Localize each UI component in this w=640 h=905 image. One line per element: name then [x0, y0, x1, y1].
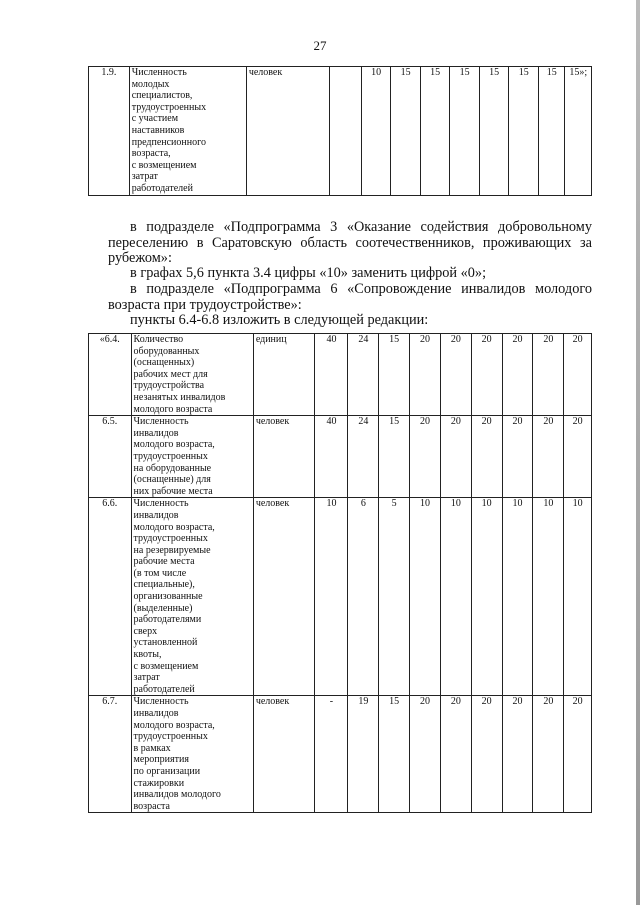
value-cell: 19 [348, 696, 379, 813]
row-number: «6.4. [89, 334, 132, 416]
indicator-name [131, 498, 253, 696]
indicator-name-line: затрат [133, 672, 160, 684]
indicator-name-line: в рамках [133, 742, 171, 754]
value-cell: 10 [502, 498, 533, 696]
value-cell: 15 [509, 67, 539, 196]
indicator-name-line: Численность [131, 67, 187, 78]
indicator-name [131, 334, 253, 416]
value-cell: 24 [348, 334, 379, 416]
indicator-name-line: Численность [133, 498, 189, 510]
indicator-name-line: инвалидов [133, 427, 179, 439]
indicator-name-line: специальные), [133, 579, 195, 591]
indicator-name [131, 416, 253, 498]
indicator-name-line: затрат [131, 171, 158, 183]
value-cell: 20 [410, 696, 441, 813]
value-cell: 10 [564, 498, 592, 696]
indicator-name-line: предпенсионного [131, 136, 206, 148]
paragraph-subprogram-3: в подразделе «Подпрограмма 3 «Оказание содействия добровольному переселению в Саратовскую область соотечественников, проживающих за рубежом»: [108, 219, 592, 266]
indicator-name-line: Количество [133, 334, 184, 345]
value-cell: 20 [440, 416, 471, 498]
value-cell [330, 67, 362, 196]
value-cell: 20 [440, 334, 471, 416]
indicator-name-line: молодого возраста, [133, 521, 215, 533]
value-cell: 20 [533, 334, 564, 416]
indicator-name-line: Численность [133, 416, 189, 428]
value-cell: 15 [379, 334, 410, 416]
table-row [89, 334, 592, 416]
paragraph-points-statement: пункты 6.4-6.8 изложить в следующей редакции: [130, 312, 429, 328]
value-cell: 15 [479, 67, 509, 196]
indicator-name-line: рабочих мест для [133, 368, 208, 380]
indicator-name-line: организованные [133, 591, 203, 603]
value-cell: 20 [471, 334, 502, 416]
indicator-name [131, 696, 253, 813]
row-number: 1.9. [89, 67, 130, 196]
value-cell: 6 [348, 498, 379, 696]
value-cell: 20 [410, 334, 441, 416]
value-cell: - [315, 696, 348, 813]
indicator-name-line: наставников [131, 124, 185, 136]
indicator-name-line: возраста, [131, 148, 171, 160]
value-cell: 15 [538, 67, 564, 196]
indicator-name-line: (оснащенных) [133, 357, 195, 369]
indicator-name-line: установленной [133, 637, 198, 649]
table-row [89, 696, 592, 813]
indicator-name-line: с возмещением [133, 660, 199, 672]
indicator-name-line: молодого возраста [133, 403, 213, 415]
unit-of-measure: человек [253, 498, 315, 696]
indicator-name-line: мероприятия [133, 754, 189, 766]
value-cell: 10 [440, 498, 471, 696]
indicator-name-line: молодых [131, 78, 170, 90]
value-cell: 10 [315, 498, 348, 696]
value-cell: 20 [440, 696, 471, 813]
indicator-name-line: специалистов, [131, 90, 193, 102]
value-cell: 40 [315, 416, 348, 498]
value-cell: 15 [450, 67, 480, 196]
indicator-name-line: трудоустроенных [133, 450, 208, 462]
scan-edge [636, 0, 640, 905]
page-number: 27 [313, 38, 327, 53]
value-cell: 15 [379, 416, 410, 498]
indicator-name-line: молодого возраста, [133, 439, 215, 451]
indicator-name-line: рабочие места [133, 556, 195, 568]
indicator-name-line: квоты, [133, 649, 162, 661]
value-cell: 20 [502, 334, 533, 416]
indicator-name-line: работодателей [131, 182, 193, 194]
unit-of-measure: человек [253, 416, 315, 498]
indicator-name-line: по организации [133, 765, 201, 777]
table-row [89, 498, 592, 696]
value-cell: 20 [502, 696, 533, 813]
indicator-name-line: с возмещением [131, 159, 197, 171]
indicators-table-top [88, 66, 592, 196]
indicator-name-line: на резервируемые [133, 544, 211, 556]
value-cell: 10 [471, 498, 502, 696]
value-cell: 20 [564, 696, 592, 813]
indicator-name-line: инвалидов [133, 708, 179, 719]
value-cell: 20 [564, 416, 592, 498]
indicator-name-line: трудоустроенных [131, 101, 207, 113]
unit-of-measure: человек [246, 67, 329, 196]
indicator-name-line: (в том числе [133, 567, 187, 579]
value-cell: 15»; [565, 67, 592, 196]
value-cell: 20 [564, 334, 592, 416]
indicator-name-line: сверх [133, 625, 158, 637]
table-row [89, 416, 592, 498]
value-cell: 15 [379, 696, 410, 813]
indicator-name-line: стажировки [133, 777, 185, 789]
value-cell: 40 [315, 334, 348, 416]
value-cell: 5 [379, 498, 410, 696]
row-number: 6.7. [89, 696, 132, 813]
indicator-name-line: работодателями [133, 614, 202, 626]
indicators-table-bottom [88, 333, 592, 813]
value-cell: 20 [471, 696, 502, 813]
value-cell: 20 [410, 416, 441, 498]
indicator-name-line: инвалидов молодого [133, 789, 221, 801]
indicator-name-line: (выделенные) [133, 602, 193, 614]
value-cell: 20 [533, 416, 564, 498]
indicator-name-line: инвалидов [133, 509, 179, 521]
indicator-name-line: возраста [133, 800, 170, 812]
indicator-name-line: них рабочие места [133, 485, 213, 497]
value-cell: 10 [533, 498, 564, 696]
unit-of-measure: человек [253, 696, 315, 813]
paragraph-columns-change: в графах 5,6 пункта 3.4 цифры «10» заменить цифрой «0»; [130, 265, 487, 281]
value-cell: 10 [361, 67, 391, 196]
value-cell: 20 [502, 416, 533, 498]
indicator-name-line: трудоустройства [133, 380, 205, 392]
value-cell: 10 [410, 498, 441, 696]
indicator-name-line: (оснащенные) для [133, 474, 211, 486]
indicator-name-line: работодателей [133, 683, 195, 695]
row-number: 6.6. [89, 498, 132, 696]
indicator-name-line: с участием [131, 113, 179, 125]
indicator-name-line: на оборудованные [133, 462, 212, 474]
unit-of-measure: единиц [253, 334, 315, 416]
indicator-name-line: трудоустроенных [133, 533, 208, 545]
value-cell: 24 [348, 416, 379, 498]
indicator-name-line: Численность [133, 696, 189, 708]
indicator-name [129, 67, 246, 196]
value-cell: 20 [533, 696, 564, 813]
value-cell: 15 [391, 67, 421, 196]
indicator-name-line: трудоустроенных [133, 731, 208, 743]
table-row [89, 67, 592, 196]
indicator-name-line: незанятых инвалидов [133, 391, 226, 403]
paragraph-subprogram-6: в подразделе «Подпрограмма 6 «Сопровождение инвалидов молодого возраста при трудоустройстве»: [108, 281, 592, 313]
value-cell: 15 [420, 67, 450, 196]
indicator-name-line: молодого возраста, [133, 719, 215, 731]
value-cell: 20 [471, 416, 502, 498]
row-number: 6.5. [89, 416, 132, 498]
indicator-name-line: оборудованных [133, 345, 200, 357]
